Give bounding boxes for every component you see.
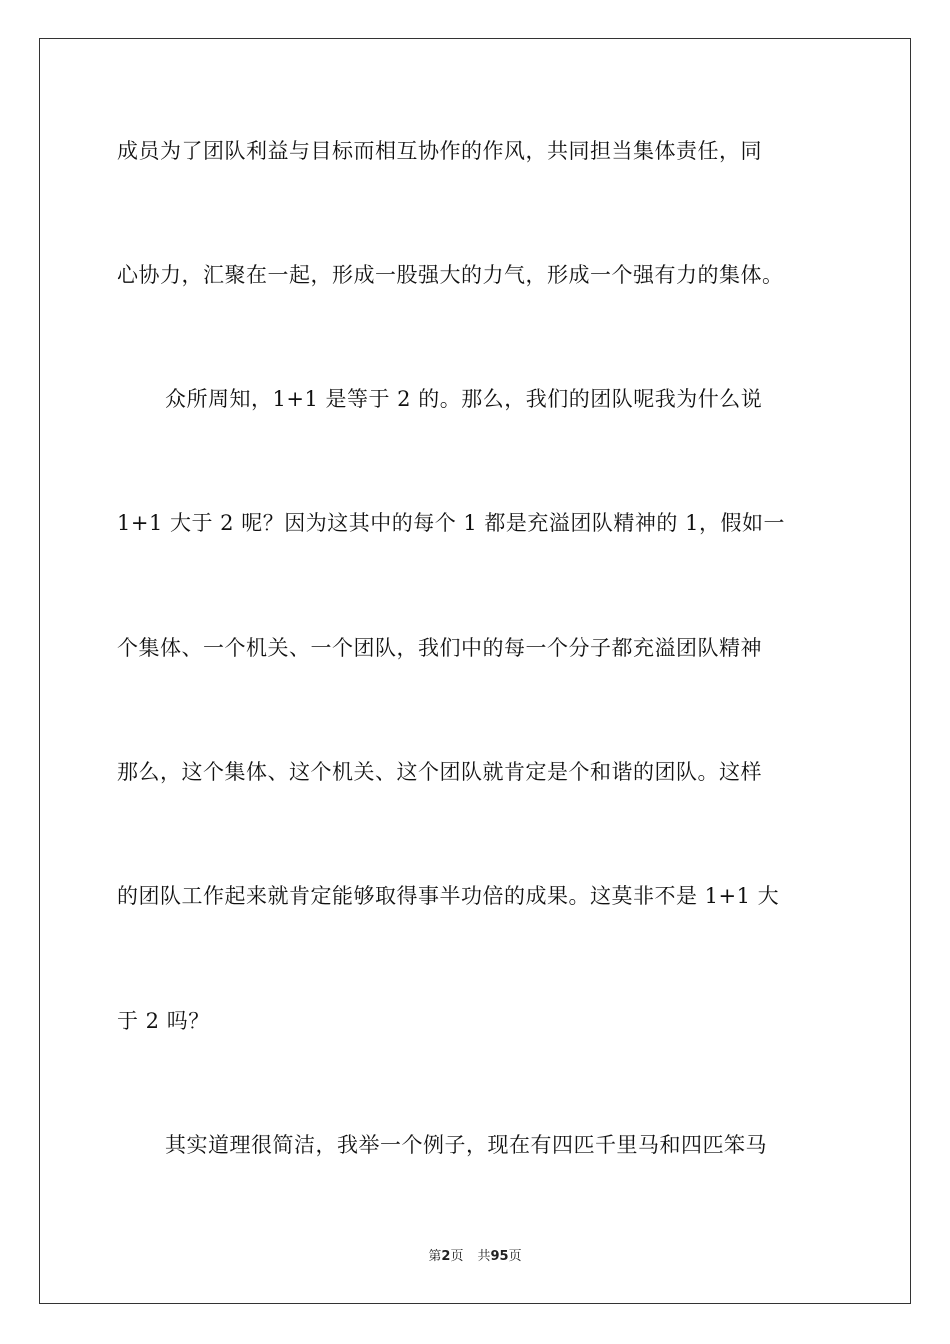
footer-page-suffix: 页 — [450, 1249, 464, 1264]
page-border — [39, 38, 911, 1304]
footer-total-prefix: 共 — [477, 1249, 491, 1264]
body-line-5: 个集体、一个机关、一个团队，我们中的每一个分子都充溢团队精神 — [117, 636, 762, 660]
body-line-1: 成员为了团队利益与目标而相互协作的作风，共同担当集体责任，同 — [117, 139, 762, 163]
footer-page-prefix: 第 — [428, 1249, 442, 1264]
body-line-8: 于 2 吗？ — [117, 1009, 210, 1033]
body-line-2: 心协力，汇聚在一起，形成一股强大的力气，形成一个强有力的集体。 — [117, 263, 784, 287]
body-line-7: 的团队工作起来就肯定能够取得事半功倍的成果。这莫非不是 1+1 大 — [117, 884, 780, 908]
page-footer — [0, 1248, 950, 1266]
footer-total-pages: 95 — [490, 1249, 509, 1264]
footer-total-suffix: 页 — [508, 1249, 522, 1264]
body-line-4: 1+1 大于 2 呢？因为这其中的每个 1 都是充溢团队精神的 1，假如一 — [117, 511, 785, 535]
body-line-9: 其实道理很简洁，我举一个例子，现在有四匹千里马和四匹笨马 — [165, 1133, 767, 1157]
footer-page-number: 2 — [441, 1249, 451, 1264]
body-line-6: 那么，这个集体、这个机关、这个团队就肯定是个和谐的团队。这样 — [117, 760, 762, 784]
body-line-3: 众所周知，1+1 是等于 2 的。那么，我们的团队呢我为什么说 — [165, 387, 763, 411]
